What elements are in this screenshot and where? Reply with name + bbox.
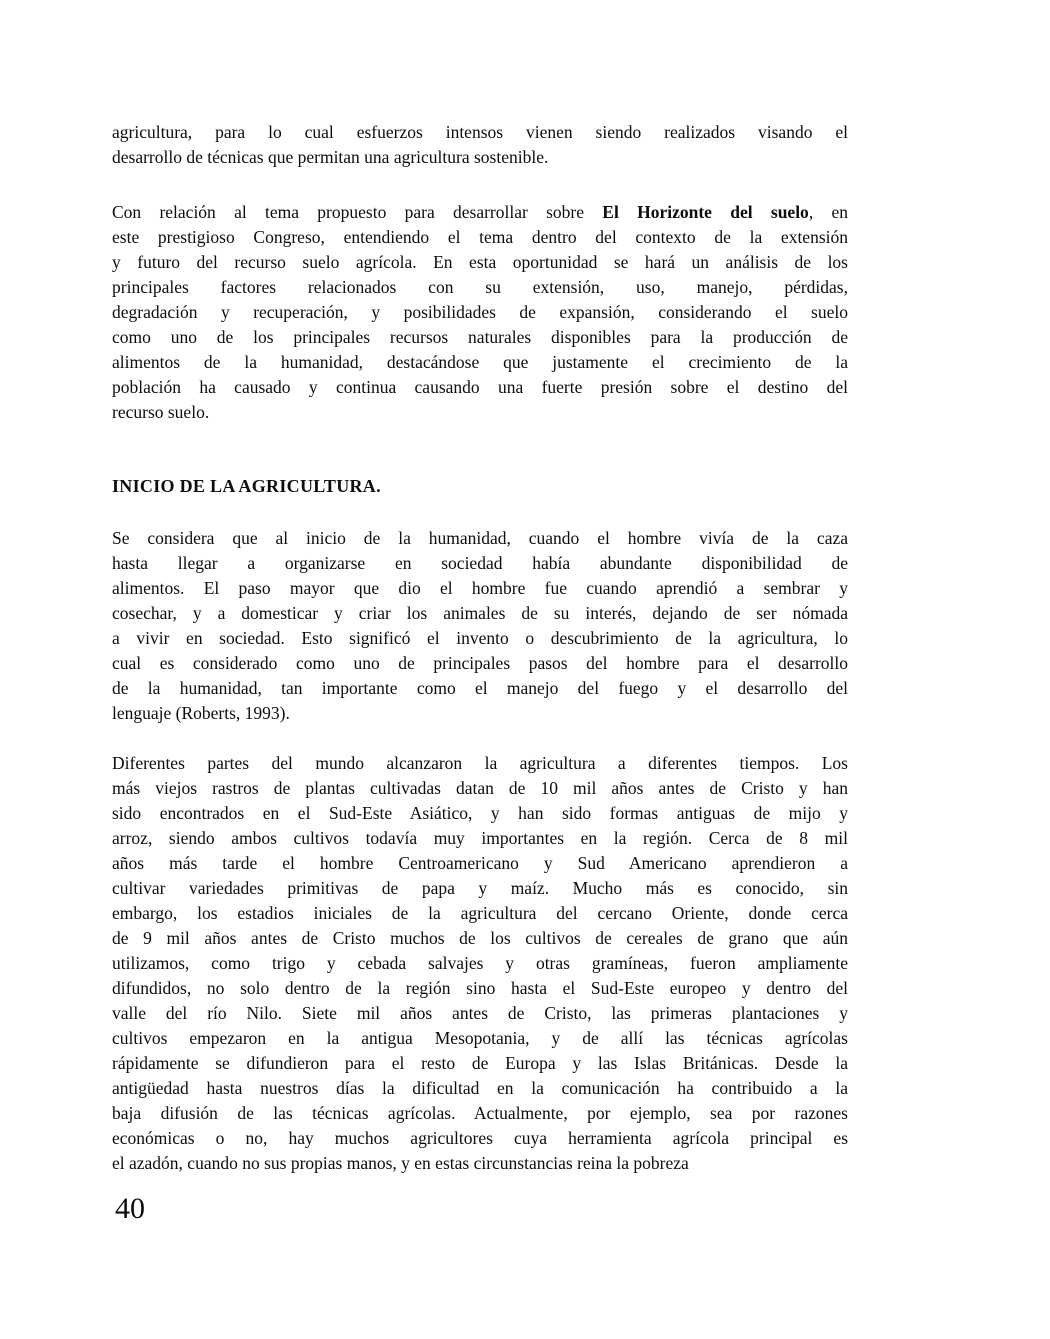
text-line: cultivos empezaron en la antigua Mesopotania, y de allí las técnicas agrícolas [112, 1028, 848, 1048]
text-line: más viejos rastros de plantas cultivadas datan de 10 mil años antes de Cristo y han [112, 778, 848, 798]
text-line: y futuro del recurso suelo agrícola. En esta oportunidad se hará un análisis de los [112, 252, 848, 272]
paragraph-inicio-agricultura [112, 526, 848, 726]
text-line: este prestigioso Congreso, entendiendo el tema dentro del contexto de la extensión [112, 227, 848, 247]
paragraph-intro [112, 120, 848, 170]
text-line: antigüedad hasta nuestros días la dificultad en la comunicación ha contribuido a la [112, 1078, 848, 1098]
text-line: valle del río Nilo. Siete mil años antes de Cristo, las primeras plantaciones y [112, 1003, 848, 1023]
text-line [112, 200, 848, 225]
text-line: cual es considerado como uno de principales pasos del hombre para el desarrollo [112, 653, 848, 673]
text-line: el azadón, cuando no sus propias manos, y en estas circunstancias reina la pobreza [112, 1153, 689, 1173]
text-line: recurso suelo. [112, 402, 210, 422]
text-line: degradación y recuperación, y posibilidades de expansión, considerando el suelo [112, 302, 848, 322]
text-line: embargo, los estadios iniciales de la agricultura del cercano Oriente, donde cerca [112, 903, 848, 923]
text-segment: , en [808, 202, 848, 222]
text-line: arroz, siendo ambos cultivos todavía muy importantes en la región. Cerca de 8 mil [112, 828, 848, 848]
text-line: a vivir en sociedad. Esto significó el invento o descubrimiento de la agricultura, lo [112, 628, 848, 648]
text-line: población ha causado y continua causando una fuerte presión sobre el destino del [112, 377, 848, 397]
bold-text: El Horizonte del suelo [602, 202, 809, 222]
text-line: difundidos, no solo dentro de la región sino hasta el Sud-Este europeo y dentro del [112, 978, 848, 998]
text-line: años más tarde el hombre Centroamericano y Sud Americano aprendieron a [112, 853, 848, 873]
text-line: alimentos de la humanidad, destacándose que justamente el crecimiento de la [112, 352, 848, 372]
text-line: lenguaje (Roberts, 1993). [112, 703, 290, 723]
paragraph-horizonte [112, 200, 848, 425]
text-line: alimentos. El paso mayor que dio el hombre fue cuando aprendió a sembrar y [112, 578, 848, 598]
text-line: baja difusión de las técnicas agrícolas. Actualmente, por ejemplo, sea por razones [112, 1103, 848, 1123]
text-line: sido encontrados en el Sud-Este Asiático, y han sido formas antiguas de mijo y [112, 803, 848, 823]
text-line: agricultura, para lo cual esfuerzos intensos vienen siendo realizados visando el [112, 122, 848, 142]
text-line: cosechar, y a domesticar y criar los animales de su interés, dejando de ser nómada [112, 603, 848, 623]
text-line: utilizamos, como trigo y cebada salvajes y otras gramíneas, fueron ampliamente [112, 953, 848, 973]
text-line: desarrollo de técnicas que permitan una agricultura sostenible. [112, 147, 549, 167]
text-line: hasta llegar a organizarse en sociedad había abundante disponibilidad de [112, 553, 848, 573]
paragraph-historia-difusion [112, 751, 848, 1176]
section-heading: INICIO DE LA AGRICULTURA. [112, 476, 381, 496]
text-line: principales factores relacionados con su extensión, uso, manejo, pérdidas, [112, 277, 848, 297]
text-segment: Con relación al tema propuesto para desarrollar sobre [112, 202, 603, 222]
text-line: de la humanidad, tan importante como el manejo del fuego y el desarrollo del [112, 678, 848, 698]
text-line: de 9 mil años antes de Cristo muchos de los cultivos de cereales de grano que aún [112, 928, 848, 948]
text-line: cultivar variedades primitivas de papa y maíz. Mucho más es conocido, sin [112, 878, 848, 898]
text-line: económicas o no, hay muchos agricultores cuya herramienta agrícola principal es [112, 1128, 848, 1148]
text-line: Se considera que al inicio de la humanidad, cuando el hombre vivía de la caza [112, 528, 848, 548]
text-line: como uno de los principales recursos naturales disponibles para la producción de [112, 327, 848, 347]
text-line: Diferentes partes del mundo alcanzaron la agricultura a diferentes tiempos. Los [112, 753, 848, 773]
page-number: 40 [115, 1192, 145, 1225]
text-line: rápidamente se difundieron para el resto de Europa y las Islas Británicas. Desde la [112, 1053, 848, 1073]
